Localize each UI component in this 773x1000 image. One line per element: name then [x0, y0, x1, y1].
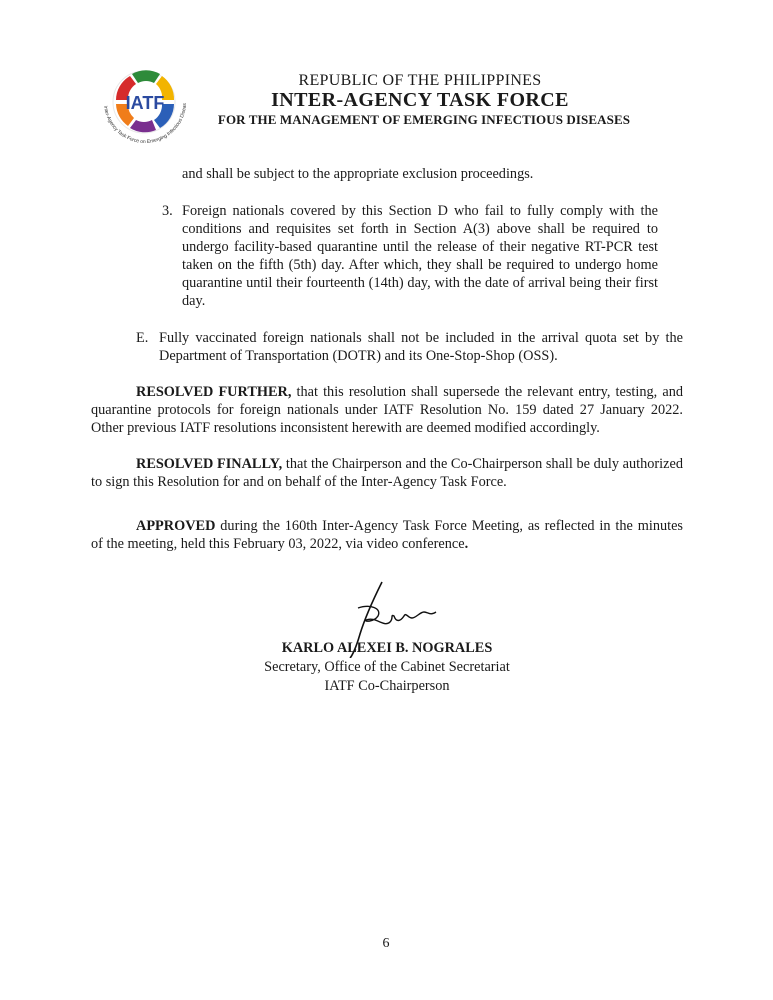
approved-lead: APPROVED — [136, 518, 216, 534]
svg-text:IATF: IATF — [125, 93, 165, 113]
resolved-finally-paragraph — [91, 455, 683, 491]
signatory-role: IATF Co-Chairperson — [324, 678, 450, 694]
resolved-finally-lead: RESOLVED FINALLY, — [136, 456, 283, 472]
logo-ring-text: Inter-Agency Task Force on Emerging Infectious Diseas — [102, 102, 188, 146]
page-number: 6 — [382, 936, 390, 951]
approved-body: during the 160th Inter-Agency Task Force Meeting, as reflected in the minutes of the meeting, held this February 03, 2022, via video conference — [91, 518, 683, 552]
item-number: 3. — [162, 203, 173, 219]
resolved-further-lead: RESOLVED FURTHER, — [136, 384, 292, 400]
header-republic: REPUBLIC OF THE PHILIPPINES — [298, 72, 542, 89]
signatory-name: KARLO ALEXEI B. NOGRALES — [281, 640, 493, 656]
header-agency: INTER-AGENCY TASK FORCE — [271, 89, 569, 111]
iatf-logo — [94, 58, 198, 146]
continuation-text: and shall be subject to the appropriate exclusion proceedings. — [182, 166, 534, 182]
resolved-further-body: that this resolution shall supersede the relevant entry, testing, and quarantine protocols for foreign nationals under IATF Resolution No. 159 dated 27 January 2022. Other previous IATF resolutions inconsistent herewith are deemed modified accordingly. — [91, 384, 683, 436]
resolved-further-paragraph — [91, 383, 683, 437]
item-3-text: Foreign nationals covered by this Section D who fail to fully comply with the conditions and requisites set forth in Section A(3) above shall be required to undergo facility-based quarantine until the release of their negative RT-PCR test taken on the fifth (5th) day. After which, they shall be required to undergo home quarantine until their fourteenth (14th) day, with the date of arrival being their first day. — [182, 203, 658, 309]
approved-paragraph — [91, 517, 683, 553]
item-e-text: Fully vaccinated foreign nationals shall not be included in the arrival quota set by the Department of Transportation (DOTR) and its One-Stop-Shop (OSS). — [159, 330, 683, 364]
approved-end: . — [464, 536, 469, 552]
resolved-finally-body: that the Chairperson and the Co-Chairperson shall be duly authorized to sign this Resolution for and on behalf of the Inter-Agency Task Force. — [91, 456, 683, 490]
signatory-title: Secretary, Office of the Cabinet Secretariat — [264, 659, 510, 675]
item-letter: E. — [136, 330, 149, 346]
header-subtitle: FOR THE MANAGEMENT OF EMERGING INFECTIOUS DISEASES — [217, 112, 631, 127]
